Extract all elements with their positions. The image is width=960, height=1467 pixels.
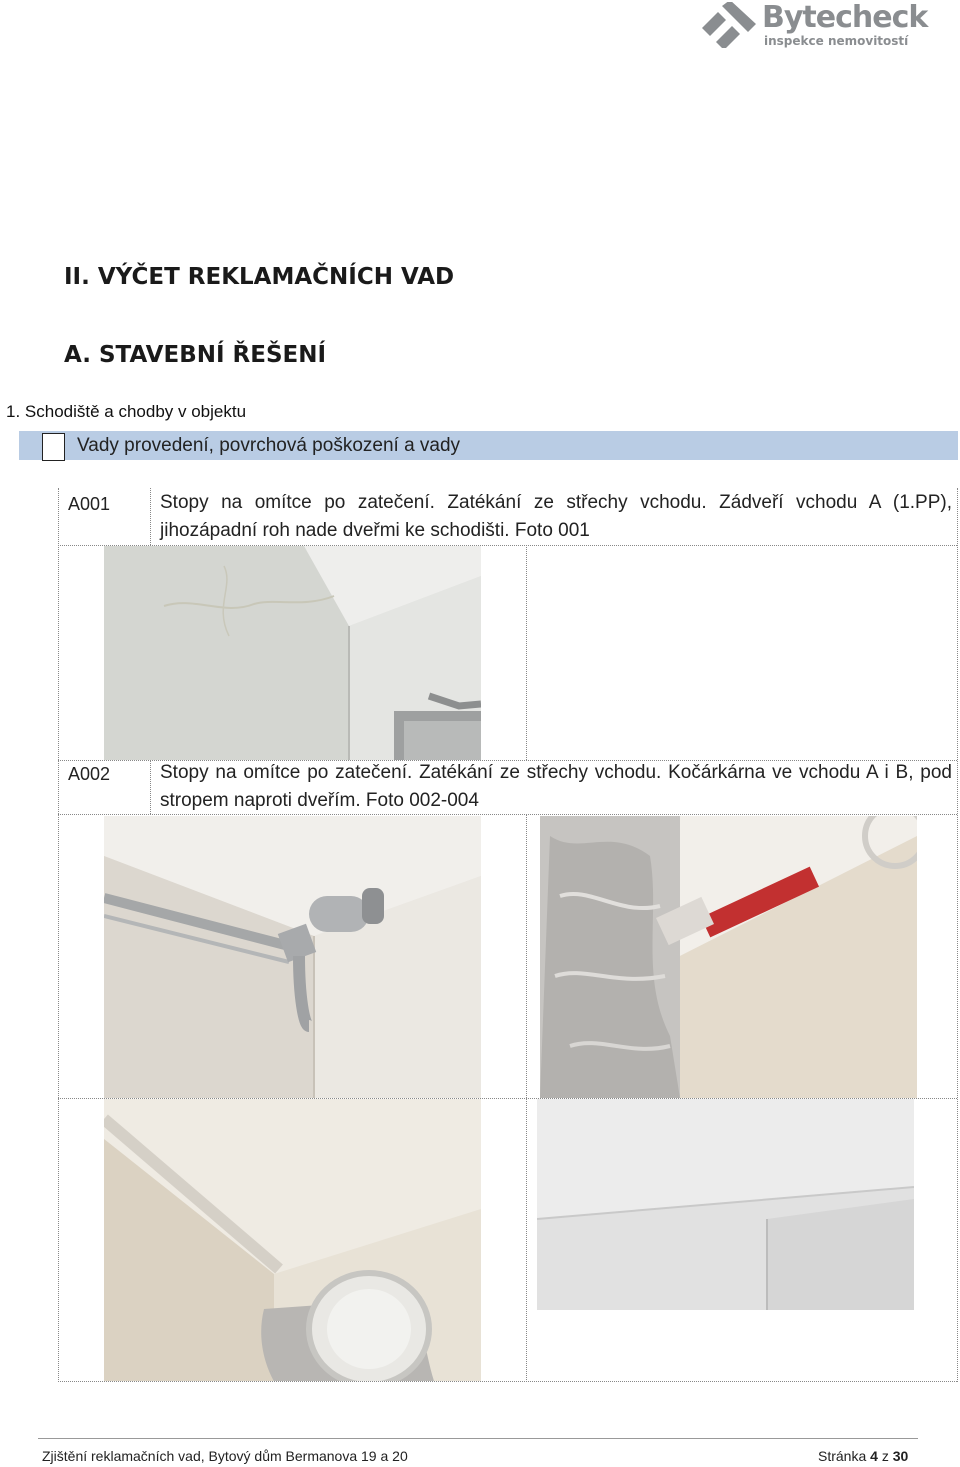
table-divider (957, 488, 958, 1382)
item-heading: 1. Schodiště a chodby v objektu (6, 402, 247, 421)
category-label: Vady provedení, povrchová poškození a vady (77, 435, 461, 456)
footer-page-number (818, 1448, 908, 1464)
defect-id: A002 (68, 764, 111, 784)
table-divider (150, 488, 151, 545)
foil-duct-photo (540, 816, 917, 1098)
wall-corner-photo (104, 546, 481, 760)
duct-vent-photo (104, 1099, 481, 1381)
footer-divider (38, 1438, 918, 1439)
table-divider (150, 760, 151, 814)
section-subtitle: A. STAVEBNÍ ŘEŠENÍ (64, 342, 327, 368)
ceiling-corner-photo (537, 1099, 914, 1310)
ventilation-pipe-photo (104, 816, 481, 1098)
table-divider (526, 545, 527, 760)
logo-tagline: inspekce nemovitostí (764, 34, 909, 48)
logo-mark-icon (700, 2, 760, 48)
category-checkbox[interactable] (42, 433, 65, 461)
category-band (19, 431, 958, 460)
table-divider (58, 488, 59, 1382)
defect-description: Stopy na omítce po zatečení. Zatékání ze střechy vchodu. Zádveří vchodu A (1.PP), jihozápadní roh nade dveřmi ke schodišti. Foto 001 (160, 492, 952, 541)
defect-id: A001 (68, 494, 111, 514)
logo-name: Bytecheck (762, 0, 928, 35)
defect-description: Stopy na omítce po zatečení. Zatékání ze střechy vchodu. Kočárkárna ve vchodu A i B, pod stropem naproti dveřím. Foto 002-004 (160, 762, 952, 811)
bytecheck-logo (700, 0, 930, 52)
page-current: 4 (870, 1448, 878, 1464)
table-divider (58, 1381, 957, 1382)
section-title: II. VÝČET REKLAMAČNÍCH VAD (64, 264, 455, 290)
page-sep: z (881, 1448, 889, 1464)
page-label: Stránka (818, 1448, 867, 1464)
page-total: 30 (892, 1448, 909, 1464)
footer-document-title: Zjištění reklamačních vad, Bytový dům Bermanova 19 a 20 (42, 1448, 408, 1464)
